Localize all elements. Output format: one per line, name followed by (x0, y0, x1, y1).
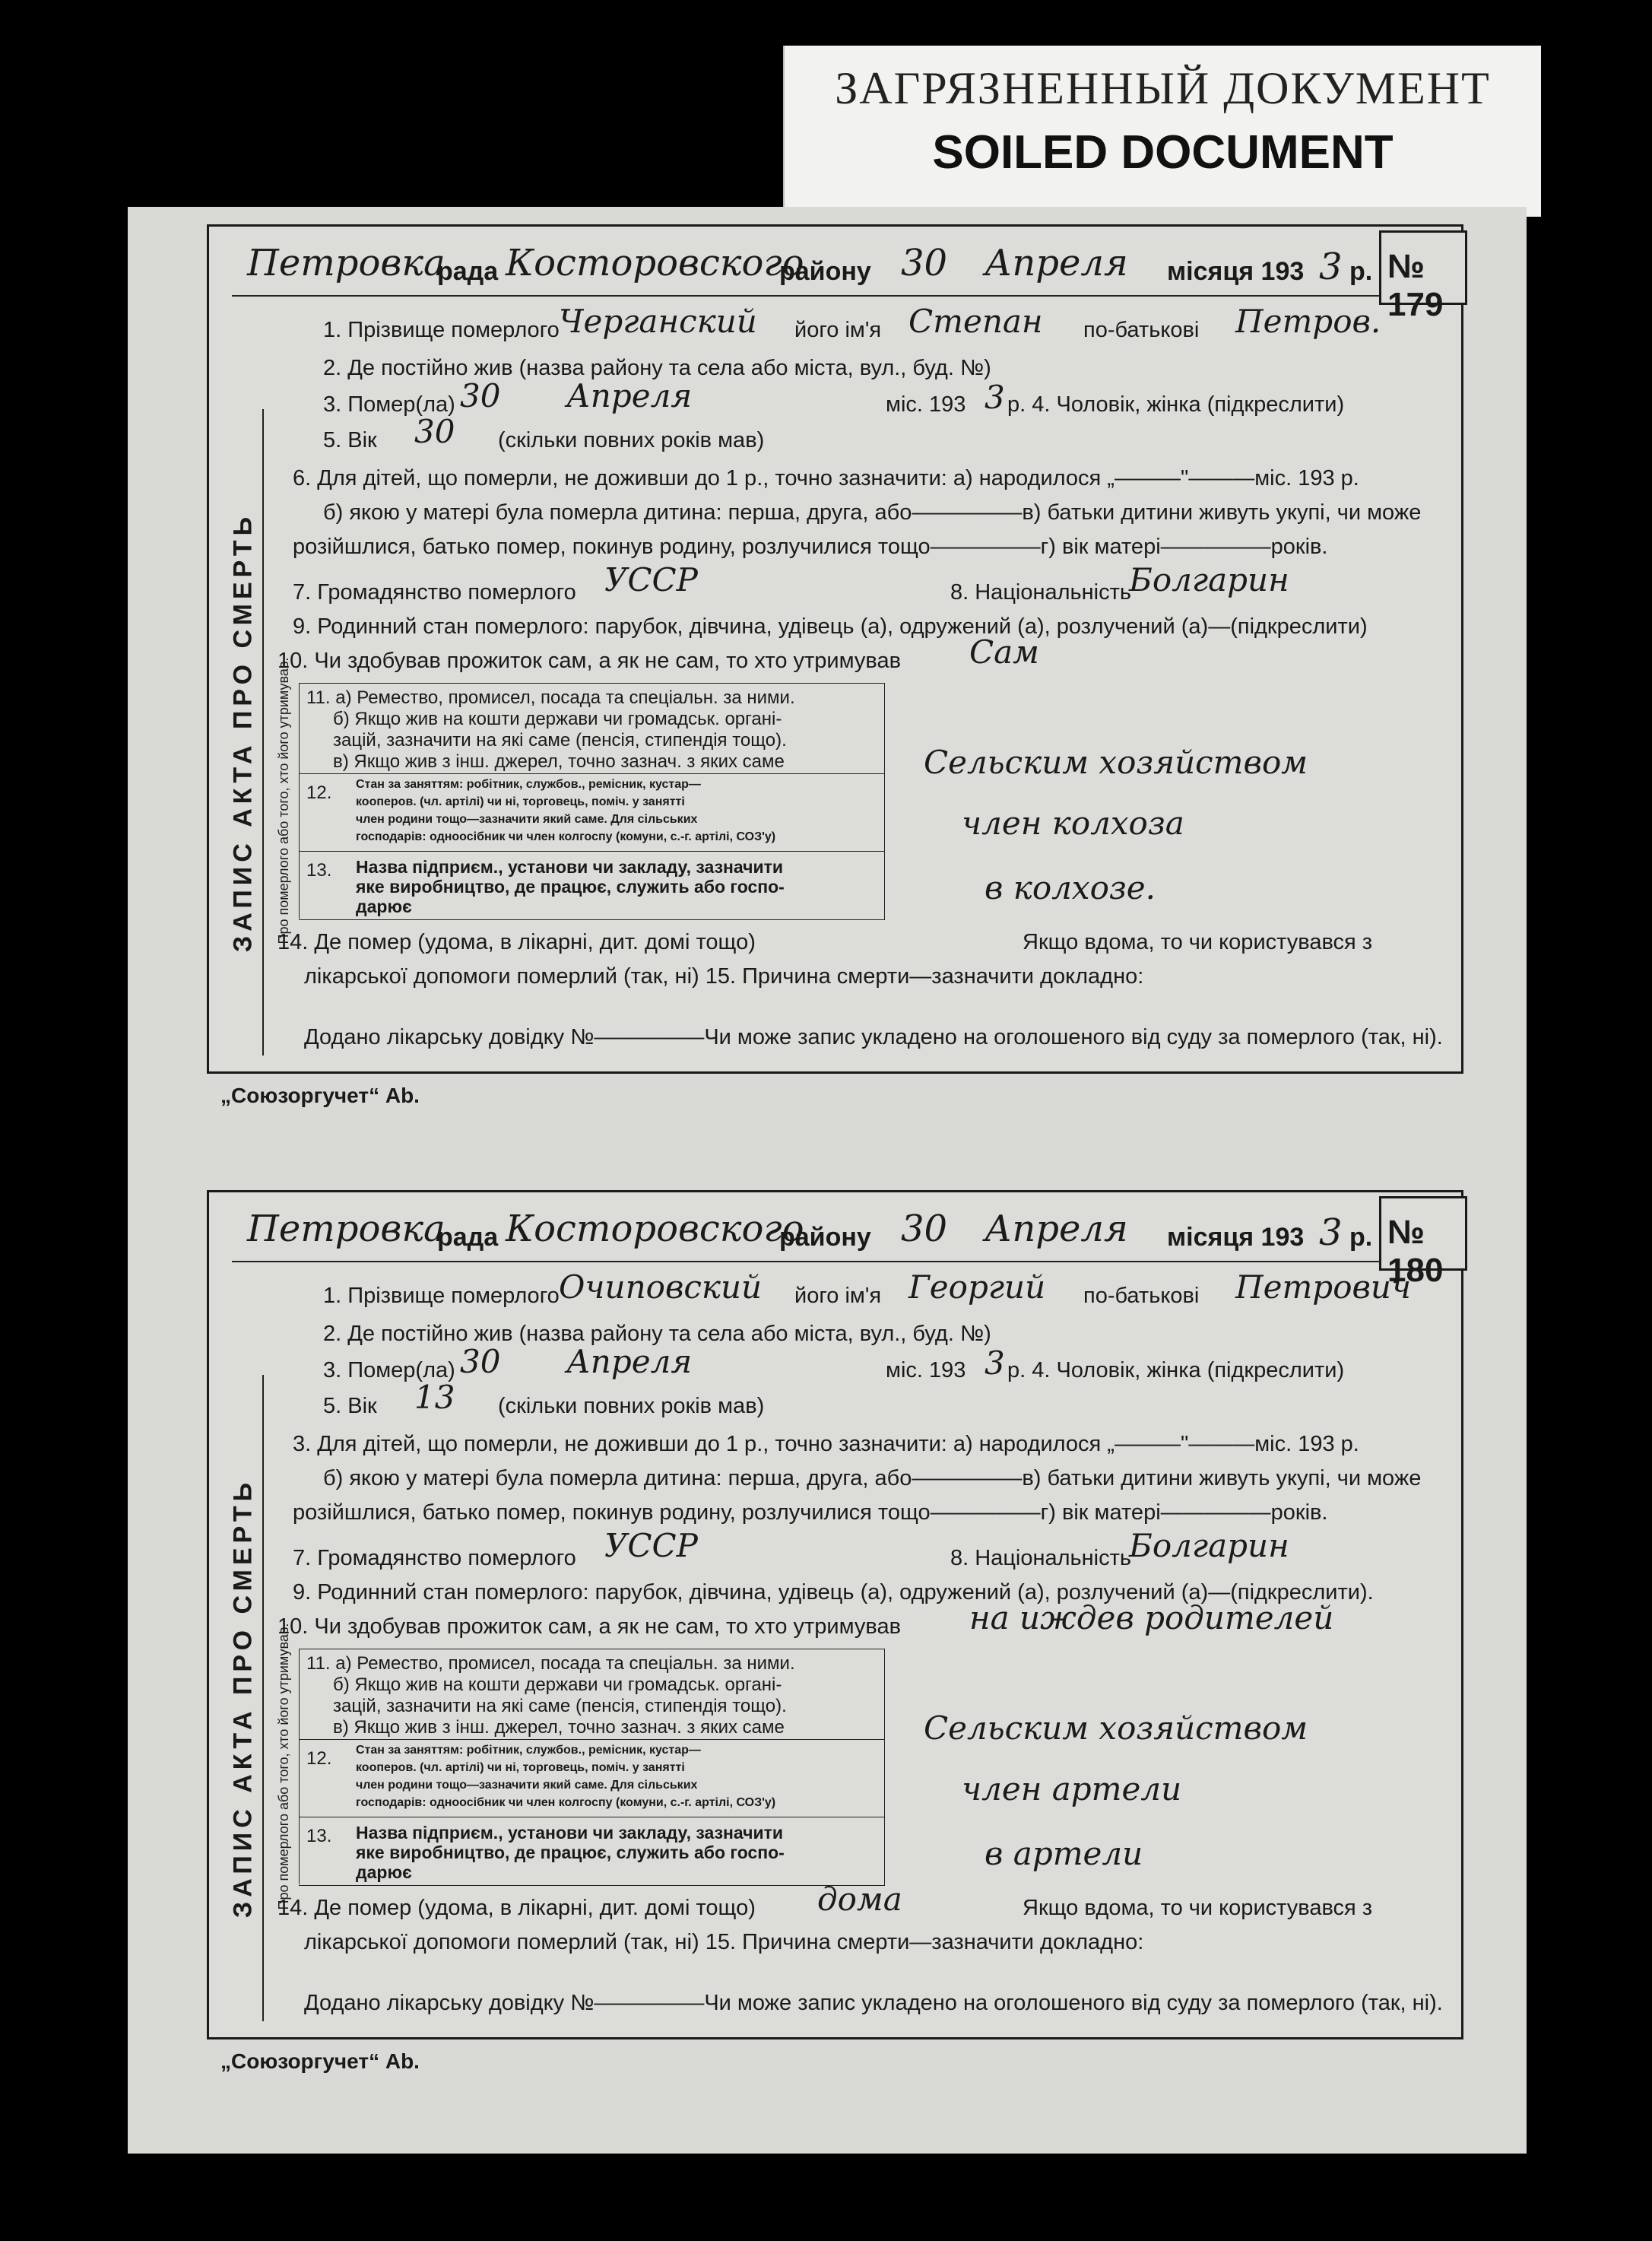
line-6a: 6. Для дітей, що померли, не доживши до 1 р., точно зазначити: а) народилося „———"———міс. 193 р. (293, 466, 1359, 490)
side-title-text: ЗАПИС АКТА ПРО СМЕРТЬ (228, 1478, 258, 1919)
line-9: 9. Родинний стан померлого: парубок, дівчина, удівець (а), одружений (а), розлучений (а)—(підкреслити). (293, 1580, 1374, 1605)
line-12a: Стан за заняттям: робітник, службов., ремісник, кустар— (356, 1744, 701, 1757)
line-13a: Назва підприєм., установи чи закладу, зазначити (356, 857, 784, 877)
line-5-rest: (скільки повних років мав) (498, 1394, 765, 1418)
deceased-patronymic: Петрович (1235, 1268, 1412, 1306)
deceased-surname: Черганский (559, 303, 757, 340)
line-5-label: 5. Вік (323, 428, 377, 452)
line-5-label: 5. Вік (323, 1394, 377, 1418)
line-7-label: 7. Громадянство померлого (293, 1546, 576, 1570)
header-month: Апреля (985, 1208, 1128, 1250)
record-number: № 180 (1387, 1214, 1444, 1289)
header-district: Косторовского (506, 242, 804, 284)
header-r: р. (1349, 1223, 1373, 1252)
line-3-rest: р. 4. Чоловік, жінка (підкреслити) (1007, 1358, 1345, 1382)
line-5-rest: (скільки повних років мав) (498, 428, 765, 452)
line-2: 2. Де постійно жив (назва району та села або міста, вул., буд. №) (323, 1322, 991, 1346)
side-title (224, 409, 264, 1055)
stamp-en: SOILED DOCUMENT (932, 126, 1394, 179)
line-6c: розійшлися, батько помер, покинув родину, розлучилися тощо—————г) вік матері—————років. (293, 1500, 1328, 1525)
line-11b: б) Якщо жив на кошти держави чи громадськ. органі- (333, 1674, 782, 1695)
line-8-label: 8. Національність (950, 1546, 1132, 1570)
side-subtitle-text: Про померлого або того, хто його утримував. (276, 1623, 291, 1910)
status-hw: член артели (962, 1770, 1182, 1808)
header-village: Петровка (247, 1208, 446, 1250)
line-14-label: 14. Де помер (удома, в лікарні, дит. домі тощо) (277, 930, 756, 954)
line-12c: член родини тощо—зазначити який саме. Для сільських (356, 813, 698, 826)
header-rada-label: рада (437, 1223, 499, 1252)
record-number-box (1379, 230, 1467, 323)
citizenship: УССР (604, 561, 698, 598)
record-number-box (1379, 1196, 1467, 1289)
line-2: 2. Де постійно жив (назва району та села або міста, вул., буд. №) (323, 356, 991, 380)
deceased-age: 13 (414, 1379, 455, 1416)
nationality: Болгарин (1129, 561, 1289, 598)
line-1-pat-label: по-батькові (1083, 318, 1200, 342)
deceased-surname: Очиповский (559, 1268, 763, 1306)
death-year-digit: 3 (985, 379, 1005, 416)
line-14-rest: Якщо вдома, то чи користувався з (1023, 1896, 1373, 1920)
livelihood: на иждев родителей (969, 1599, 1334, 1636)
printer-mark-1: „Союзоргучет“ Аb. (220, 1084, 420, 1107)
line-12-num: 12. (306, 1748, 332, 1769)
place-of-death: дома (817, 1881, 902, 1918)
occupation-hw: Сельским хозяйством (924, 1709, 1308, 1747)
line-16: Додано лікарську довідку №—————Чи може запис укладено на оголошеного від суду за померлого (так, ні). (304, 1025, 1443, 1049)
line-12a: Стан за заняттям: робітник, службов., ремісник, кустар— (356, 778, 701, 791)
line-1-pat-label: по-батькові (1083, 1284, 1200, 1308)
side-title-text: ЗАПИС АКТА ПРО СМЕРТЬ (228, 512, 258, 953)
line-3-mis: міс. 193 (886, 1358, 966, 1382)
death-record-form-2 (207, 1190, 1463, 2039)
line-12b: кооперов. (чл. артілі) чи ні, торговець, поміч. у занятті (356, 1761, 685, 1774)
status-hw: член колхоза (962, 805, 1184, 842)
line-11a: 11. а) Ремество, промисел, посада та спеціальн. за ними. (306, 1653, 795, 1674)
line-1-name-label: його ім'я (794, 1284, 882, 1308)
soiled-document-stamp (783, 46, 1541, 217)
header-r: р. (1349, 257, 1373, 286)
citizenship: УССР (604, 1527, 698, 1564)
header-district: Косторовского (506, 1208, 804, 1250)
workplace-hw: в артели (985, 1835, 1143, 1872)
header-month-label: місяця 193 (1167, 1223, 1305, 1252)
header-rayon-label: району (779, 1223, 871, 1252)
printer-mark-2: „Союзоргучет“ Аb. (220, 2049, 420, 2073)
nationality: Болгарин (1129, 1527, 1289, 1564)
header-year-digit: 3 (1319, 1211, 1343, 1254)
line-6c: розійшлися, батько помер, покинув родину, розлучилися тощо—————г) вік матері—————років. (293, 535, 1328, 559)
line-1-name-label: його ім'я (794, 318, 882, 342)
line-12-num: 12. (306, 782, 332, 803)
line-12d: господарів: одноосібник чи член колгоспу (комуни, с.-г. артілі, СОЗ'у) (356, 1796, 776, 1809)
line-6b: б) якою у матері була померла дитина: перша, друга, або—————в) батьки дитини живуть укупі, чи може (323, 1466, 1422, 1490)
line-13-num: 13. (306, 1826, 332, 1846)
line-13c: дарює (356, 897, 412, 916)
line-3-rest: р. 4. Чоловік, жінка (підкреслити) (1007, 392, 1345, 417)
line-13b: яке виробництво, де працює, служить або госпо- (356, 877, 785, 897)
header-rada-label: рада (437, 257, 499, 286)
line-9: 9. Родинний стан померлого: парубок, дівчина, удівець (а), одружений (а), розлучений (а)—(підкреслити) (293, 614, 1368, 639)
livelihood: Сам (969, 633, 1039, 671)
line-10-label: 10. Чи здобував прожиток сам, а як не сам, то хто утримував (277, 649, 902, 673)
line-11b2: зацій, зазначити на які саме (пенсія, стипендія тощо). (333, 1696, 787, 1716)
deceased-patronymic: Петров. (1235, 303, 1381, 340)
line-3-mis: міс. 193 (886, 392, 966, 417)
death-month: Апреля (566, 1343, 693, 1380)
side-subtitle (268, 657, 300, 944)
death-record-form-1 (207, 224, 1463, 1074)
death-day: 30 (460, 1343, 501, 1380)
deceased-age: 30 (414, 413, 455, 450)
record-number: № 179 (1387, 248, 1444, 323)
workplace-hw: в колхозе. (985, 869, 1156, 906)
occupation-table (299, 1649, 885, 1886)
line-6b: б) якою у матері була померла дитина: перша, друга, або—————в) батьки дитини живуть укупі, чи може (323, 500, 1422, 525)
line-11b2: зацій, зазначити на які саме (пенсія, стипендія тощо). (333, 730, 787, 751)
line-3-label: 3. Помер(ла) (323, 392, 455, 417)
line-11b: б) Якщо жив на кошти держави чи громадськ. органі- (333, 709, 782, 729)
header-rayon-label: району (779, 257, 871, 286)
line-12b: кооперов. (чл. артілі) чи ні, торговець, поміч. у занятті (356, 795, 685, 808)
line-8-label: 8. Національність (950, 580, 1132, 605)
stamp-ru: ЗАГРЯЗНЕННЫЙ ДОКУМЕНТ (835, 63, 1491, 113)
line-1-label: 1. Прізвище померлого (323, 1284, 560, 1308)
line-13b: яке виробництво, де працює, служить або госпо- (356, 1843, 785, 1862)
line-14b: лікарської допомоги померлий (так, ні) 15. Причина смерти—зазначити докладно: (304, 1930, 1144, 1954)
deceased-name: Георгий (908, 1268, 1046, 1306)
line-11c: в) Якщо жив з інш. джерел, точно зазнач. з яких саме (333, 751, 785, 772)
death-day: 30 (460, 377, 501, 414)
line-13a: Назва підприєм., установи чи закладу, зазначити (356, 1823, 784, 1843)
header-month: Апреля (985, 242, 1128, 284)
side-subtitle-text: Про померлого або того, хто його утримував. (276, 657, 291, 944)
line-14b: лікарської допомоги померлий (так, ні) 15. Причина смерти—зазначити докладно: (304, 964, 1144, 989)
line-11c: в) Якщо жив з інш. джерел, точно зазнач. з яких саме (333, 1717, 785, 1738)
deceased-name: Степан (908, 303, 1043, 340)
line-7-label: 7. Громадянство померлого (293, 580, 576, 605)
header-year-digit: 3 (1319, 246, 1343, 288)
header-day: 30 (901, 242, 948, 284)
line-1-label: 1. Прізвище померлого (323, 318, 560, 342)
occupation-table (299, 683, 885, 920)
line-12c: член родини тощо—зазначити який саме. Для сільських (356, 1779, 698, 1792)
line-14-label: 14. Де помер (удома, в лікарні, дит. домі тощо) (277, 1896, 756, 1920)
header-month-label: місяця 193 (1167, 257, 1305, 286)
line-11a: 11. а) Ремество, промисел, посада та спеціальн. за ними. (306, 687, 795, 708)
line-3-label: 3. Помер(ла) (323, 1358, 455, 1382)
line-16: Додано лікарську довідку №—————Чи може запис укладено на оголошеного від суду за померлого (так, ні). (304, 1991, 1443, 2015)
occupation-hw: Сельским хозяйством (924, 744, 1308, 781)
line-13-num: 13. (306, 860, 332, 881)
death-month: Апреля (566, 377, 693, 414)
header-day: 30 (901, 1208, 948, 1250)
header-village: Петровка (247, 242, 446, 284)
line-12d: господарів: одноосібник чи член колгоспу (комуни, с.-г. артілі, СОЗ'у) (356, 830, 776, 843)
side-title (224, 1375, 264, 2021)
side-subtitle (268, 1623, 300, 1910)
line-13c: дарює (356, 1862, 412, 1882)
death-year-digit: 3 (985, 1344, 1005, 1382)
line-6a: 3. Для дітей, що померли, не доживши до 1 р., точно зазначити: а) народилося „———"———міс. 193 р. (293, 1432, 1359, 1456)
line-14-rest: Якщо вдома, то чи користувався з (1023, 930, 1373, 954)
line-10-label: 10. Чи здобував прожиток сам, а як не сам, то хто утримував (277, 1614, 902, 1639)
